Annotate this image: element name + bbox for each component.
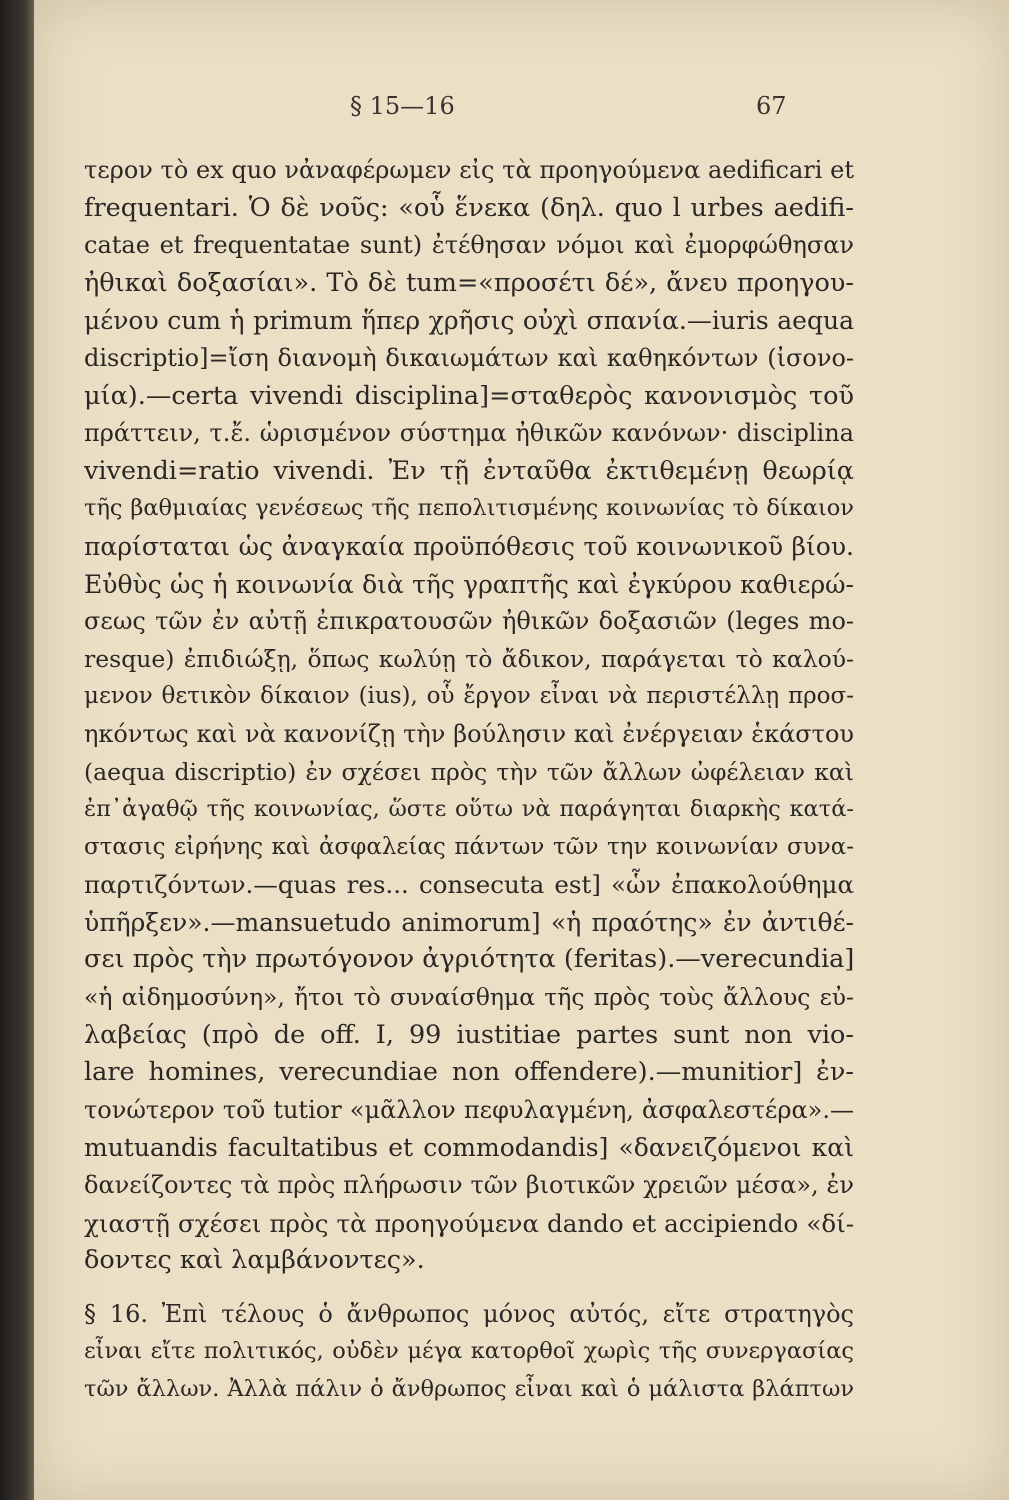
text-line: δοντες καὶ λαμβάνοντες».	[84, 1245, 425, 1276]
text-line: resque) ἐπιδιώξῃ, ὅπως κωλύῃ τὸ ἄδικον, παράγεται τὸ καλού-	[84, 644, 854, 673]
text-line: παρτιζόντων.—quas res... consecuta est] «ὧν ἐπακολούθημα	[84, 870, 854, 900]
text-line: τερον τὸ ex quo νἀναφέρωμεν εἰς τὰ προηγούμενα aedificari et	[84, 156, 854, 184]
text-line: frequentari. Ὁ δὲ νοῦς: «οὗ ἕνεκα (δηλ. quo l urbes aedifi-	[84, 192, 854, 223]
page-number: 67	[756, 92, 787, 120]
text-line: παρίσταται ὡς ἀναγκαία προϋπόθεσις τοῦ κοινωνικοῦ βίου.	[84, 531, 854, 561]
section-16-line: εἶναι εἴτε πολιτικός, οὐδὲν μέγα κατορθοῖ χωρὶς τῆς συνεργασίας	[84, 1338, 854, 1365]
commentary-text	[84, 152, 854, 1409]
section-16-line: τῶν ἄλλων. Ἀλλὰ πάλιν ὁ ἄνθρωπος εἶναι καὶ ὁ μάλιστα βλάπτων	[84, 1376, 854, 1402]
text-line: λαβείας (πρὸ de off. I, 99 iustitiae partes sunt non vio-	[84, 1019, 854, 1050]
text-line: μία).—certa vivendi disciplina]=σταθερὸς κανονισμὸς τοῦ	[84, 380, 854, 411]
text-line: mutuandis facultatibus et commodandis] «δανειζόμενοι καὶ	[84, 1133, 854, 1163]
text-line: «ἡ αἰδημοσύνη», ἤτοι τὸ συναίσθημα τῆς πρὸς τοὺς ἄλλους εὐ-	[84, 983, 854, 1012]
paragraph-gap	[84, 1280, 854, 1296]
text-line: δανείζοντες τὰ πρὸς πλήρωσιν τῶν βιοτικῶν χρειῶν μέσα», ἐν	[84, 1171, 854, 1200]
running-header	[34, 92, 1009, 132]
book-spine-edge	[0, 0, 34, 1500]
section-16-line: § 16. Ἐπὶ τέλους ὁ ἄνθρωπος μόνος αὐτός, εἴτε στρατηγὸς	[84, 1299, 854, 1328]
text-line: ὑπῆρξεν».—mansuetudo animorum] «ἡ πραότης» ἐν ἀντιθέ-	[84, 907, 854, 937]
text-line: στασις εἰρήνης καὶ ἀσφαλείας πάντων τῶν την κοινωνίαν συνα-	[84, 833, 854, 860]
text-line: discriptio]=ἴση διανομὴ δικαιωμάτων καὶ καθηκόντων (ἰσονο-	[84, 343, 854, 372]
text-line: catae et frequentatae sunt) ἐτέθησαν νόμοι καὶ ἐμορφώθησαν	[84, 231, 854, 260]
text-line: σει πρὸς τὴν πρωτόγονον ἀγριότητα (feritas).—verecundia]	[84, 944, 854, 975]
text-line: Εὐθὺς ὡς ἡ κοινωνία διὰ τῆς γραπτῆς καὶ ἐγκύρου καθιερώ-	[84, 569, 854, 599]
text-line: σεως τῶν ἐν αὐτῇ ἐπικρατουσῶν ἠθικῶν δοξασιῶν (leges mo-	[84, 607, 854, 636]
text-line: lare homines, verecundiae non offendere).—munitior] ἐν-	[84, 1057, 854, 1088]
text-line: τονώτερον τοῦ tutior «μᾶλλον πεφυλαγμένη, ἀσφαλεστέρα».—	[84, 1095, 854, 1124]
text-line: πράττειν, τ.ἔ. ὡρισμένον σύστημα ἠθικῶν κανόνων· disciplina	[84, 419, 854, 448]
text-line: μένου cum ἡ primum ἥπερ χρῆσις οὐχὶ σπανία.—iuris aequa	[84, 306, 854, 336]
section-reference: § 15—16	[350, 92, 455, 120]
text-line: χιαστῇ σχέσει πρὸς τὰ προηγούμενα dando et accipiendo «δί-	[84, 1208, 854, 1238]
text-line: μενον θετικὸν δίκαιον (ius), οὗ ἔργον εἶναι νὰ περιστέλλῃ προσ-	[84, 683, 854, 710]
book-page	[34, 0, 1009, 1500]
text-line: ἠθικαὶ δοξασίαι». Τὸ δὲ tum=«προσέτι δέ», ἄνευ προηγου-	[84, 267, 854, 298]
text-line: ἐπ᾽ἀγαθῷ τῆς κοινωνίας, ὥστε οὕτω νὰ παράγηται διαρκὴς κατά-	[84, 796, 854, 823]
text-line: vivendi=ratio vivendi. Ἐν τῇ ἐνταῦθα ἐκτιθεμένῃ θεωρίᾳ	[84, 455, 854, 486]
text-line: ηκόντως καὶ νὰ κανονίζῃ τὴν βούλησιν καὶ ἐνέργειαν ἑκάστου	[84, 719, 854, 748]
text-line: (aequa discriptio) ἐν σχέσει πρὸς τὴν τῶν ἄλλων ὠφέλειαν καὶ	[84, 757, 854, 786]
text-line: τῆς βαθμιαίας γενέσεως τῆς πεπολιτισμένης κοινωνίας τὸ δίκαιον	[84, 495, 854, 522]
